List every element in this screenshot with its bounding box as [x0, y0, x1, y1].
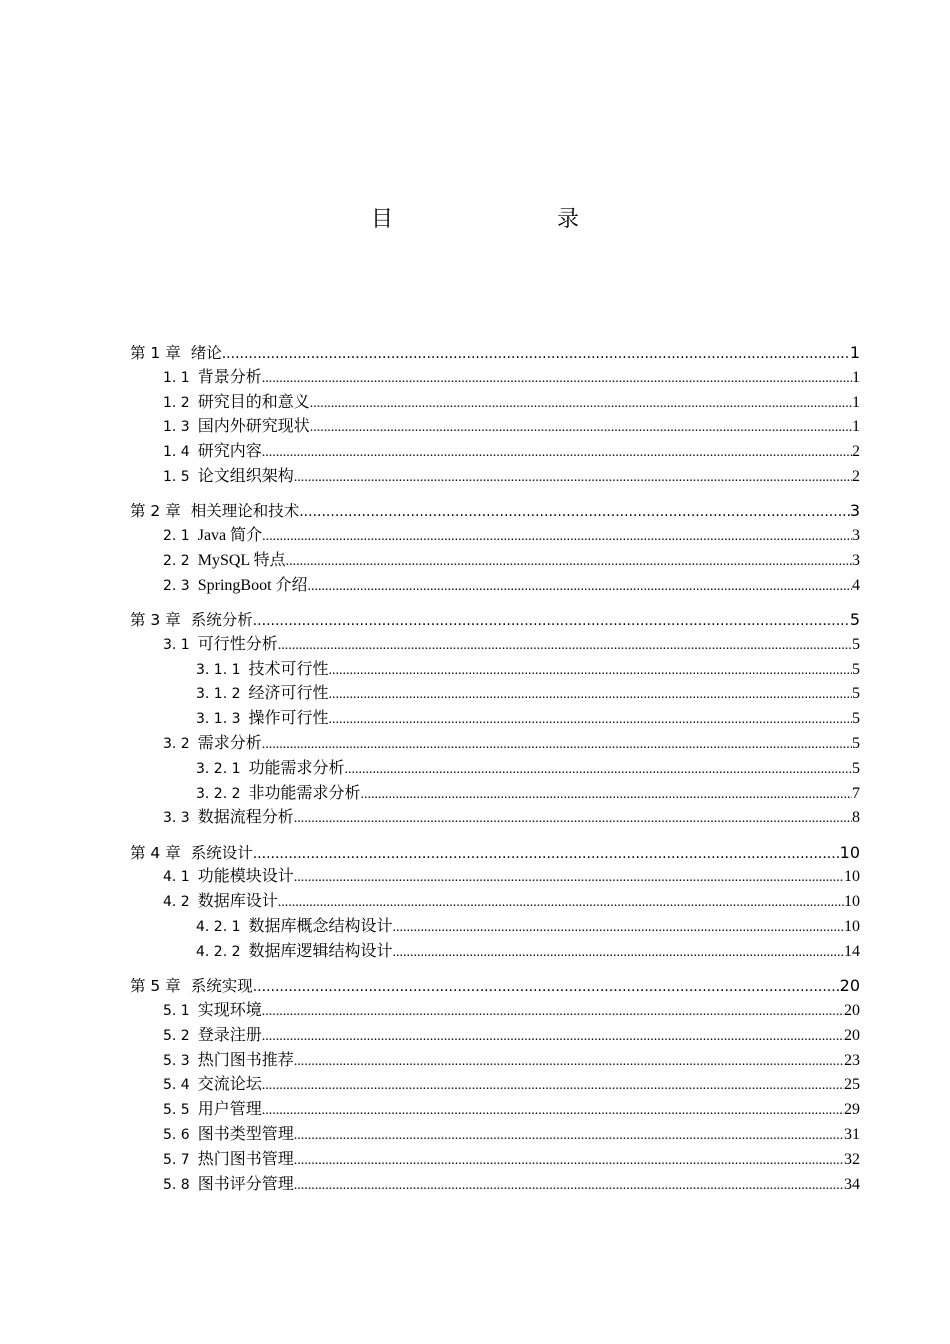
toc-page-number: 10 — [844, 893, 860, 911]
toc-entry-number: 第 3 章 — [130, 610, 181, 629]
toc-chapter-entry[interactable] — [130, 341, 860, 366]
toc-page-number: 5 — [852, 660, 860, 678]
toc-entry-number: 3. 2. 2 — [196, 785, 241, 802]
toc-section-entry[interactable] — [130, 1049, 860, 1074]
toc-leader-dots — [294, 1050, 844, 1075]
toc-page-number: 5 — [852, 734, 860, 752]
toc-entry-number: 1. 1 — [163, 369, 190, 386]
toc-entry-number: 第 1 章 — [130, 344, 181, 362]
toc-leader-dots — [253, 609, 850, 634]
toc-leader-dots — [286, 550, 852, 575]
toc-subsection-entry[interactable] — [130, 707, 860, 732]
toc-page-number: 1 — [852, 418, 860, 436]
toc-entry-label: 图书类型管理 — [197, 1125, 294, 1143]
toc-section-entry[interactable] — [130, 732, 860, 757]
toc-leader-dots — [299, 500, 850, 525]
toc-entry-label: 研究内容 — [197, 443, 262, 461]
toc-entry-label: 数据流程分析 — [197, 809, 294, 827]
toc-section-entry[interactable] — [130, 549, 860, 574]
toc-page-number: 2 — [852, 467, 860, 485]
toc-leader-dots — [262, 1074, 844, 1099]
toc-section-entry[interactable] — [130, 366, 860, 391]
toc-entry-number: 1. 5 — [163, 468, 190, 485]
toc-leader-dots — [262, 1000, 844, 1025]
toc-section-entry[interactable] — [130, 465, 860, 490]
toc-entry-number: 5. 3 — [163, 1052, 190, 1069]
toc-subsection-entry[interactable] — [130, 940, 860, 965]
toc-subsection-entry[interactable] — [130, 757, 860, 782]
toc-entry-label: 系统分析 — [190, 610, 253, 629]
toc-page-number: 23 — [844, 1051, 860, 1069]
toc-leader-dots — [278, 634, 852, 659]
toc-page-number: 5 — [852, 685, 860, 703]
toc-entry-label: 实现环境 — [197, 1001, 262, 1019]
toc-leader-dots — [308, 575, 852, 600]
toc-entry-number: 5. 1 — [163, 1002, 190, 1019]
toc-entry-label: 操作可行性 — [248, 710, 329, 728]
toc-leader-dots — [294, 1174, 844, 1199]
toc-entry-number: 2. 3 — [163, 577, 190, 594]
toc-page-number: 8 — [852, 809, 860, 827]
toc-page-number: 1 — [852, 393, 860, 411]
toc-page-number: 20 — [839, 976, 860, 996]
toc-entry-label: 相关理论和技术 — [190, 502, 300, 521]
toc-page-number: 3 — [849, 501, 860, 521]
toc-page-number: 3 — [852, 551, 860, 569]
toc-chapter-entry[interactable] — [130, 841, 860, 866]
toc-entry-number: 5. 6 — [163, 1126, 190, 1143]
toc-entry-label: 背景分析 — [197, 368, 262, 386]
toc-entry-label: 可行性分析 — [197, 635, 278, 653]
toc-leader-dots — [262, 441, 852, 466]
toc-entry-number: 5. 8 — [163, 1176, 190, 1193]
toc-leader-dots — [262, 1025, 844, 1050]
toc-page-number: 34 — [844, 1175, 860, 1193]
toc-page-number: 7 — [852, 784, 860, 802]
toc-leader-dots — [253, 975, 840, 1000]
toc-page-number: 29 — [844, 1101, 860, 1119]
toc-entry-label: 需求分析 — [197, 734, 262, 752]
toc-entry-number: 1. 2 — [163, 394, 190, 411]
toc-entry-label: MySQL 特点 — [197, 551, 286, 569]
toc-entry-number: 3. 1. 3 — [196, 711, 241, 728]
toc-page-number: 1 — [849, 343, 860, 362]
toc-entry-number: 3. 3 — [163, 810, 190, 827]
toc-entry-label: 用户管理 — [197, 1101, 262, 1119]
toc-page-number: 14 — [844, 942, 860, 960]
toc-leader-dots — [310, 416, 852, 441]
toc-entry-label: 数据库逻辑结构设计 — [248, 942, 393, 960]
toc-page-number: 4 — [852, 576, 860, 594]
toc-entry-label: 登录注册 — [197, 1026, 262, 1044]
toc-entry-number: 3. 2 — [163, 735, 190, 752]
toc-entry-label: 研究目的和意义 — [197, 393, 310, 411]
toc-page-number: 5 — [852, 710, 860, 728]
toc-entry-label: 图书评分管理 — [197, 1175, 294, 1193]
toc-leader-dots — [329, 659, 852, 684]
table-of-contents — [130, 341, 860, 1197]
toc-entry-label: 数据库设计 — [197, 893, 278, 911]
toc-section-entry[interactable] — [130, 574, 860, 599]
toc-chapter-entry[interactable] — [130, 974, 860, 999]
toc-entry-number: 1. 4 — [163, 444, 190, 461]
toc-entry-label: 非功能需求分析 — [248, 784, 361, 802]
toc-leader-dots — [393, 941, 844, 966]
toc-page-number: 2 — [852, 443, 860, 461]
toc-leader-dots — [262, 367, 852, 392]
toc-entry-label: 热门图书推荐 — [197, 1051, 294, 1069]
toc-entry-label: 论文组织架构 — [197, 467, 294, 485]
toc-entry-number: 5. 7 — [163, 1151, 190, 1168]
toc-entry-number: 第 4 章 — [130, 843, 181, 862]
toc-section-entry[interactable] — [130, 865, 860, 890]
toc-leader-dots — [294, 866, 844, 891]
toc-section-entry[interactable] — [130, 415, 860, 440]
page-title: 目 录 — [370, 207, 619, 232]
toc-page-number: 5 — [852, 635, 860, 653]
toc-leader-dots — [262, 525, 852, 550]
toc-entry-number: 3. 1. 2 — [196, 686, 241, 703]
toc-entry-label: 绪论 — [190, 344, 222, 362]
toc-leader-dots — [253, 842, 840, 867]
toc-entry-label: 技术可行性 — [248, 660, 329, 678]
toc-entry-label: 经济可行性 — [248, 685, 329, 703]
toc-leader-dots — [222, 342, 850, 367]
toc-entry-label: 系统设计 — [190, 843, 253, 862]
toc-section-entry[interactable] — [130, 633, 860, 658]
toc-leader-dots — [262, 1099, 844, 1124]
toc-leader-dots — [393, 916, 844, 941]
toc-entry-label: SpringBoot 介绍 — [197, 576, 308, 594]
toc-entry-number: 2. 1 — [163, 528, 190, 545]
toc-section-entry[interactable] — [130, 890, 860, 915]
toc-entry-label: 功能需求分析 — [248, 759, 345, 777]
toc-subsection-entry[interactable] — [130, 658, 860, 683]
toc-leader-dots — [329, 708, 852, 733]
toc-entry-number: 3. 1. 1 — [196, 661, 241, 678]
toc-page-number: 20 — [844, 1001, 860, 1019]
toc-leader-dots — [294, 1149, 844, 1174]
toc-entry-number: 4. 2. 2 — [196, 943, 241, 960]
toc-section-entry[interactable] — [130, 999, 860, 1024]
toc-section-entry[interactable] — [130, 1024, 860, 1049]
toc-page-number: 10 — [844, 918, 860, 936]
toc-page-number: 31 — [844, 1125, 860, 1143]
toc-leader-dots — [294, 466, 852, 491]
toc-entry-number: 3. 2. 1 — [196, 760, 241, 777]
toc-entry-number: 第 5 章 — [130, 977, 181, 996]
toc-section-entry[interactable] — [130, 1123, 860, 1148]
toc-leader-dots — [294, 807, 852, 832]
toc-chapter-entry[interactable] — [130, 499, 860, 524]
toc-entry-number: 3. 1 — [163, 636, 190, 653]
toc-leader-dots — [329, 683, 852, 708]
toc-entry-number: 4. 2. 1 — [196, 919, 241, 936]
toc-entry-label: 功能模块设计 — [197, 868, 294, 886]
toc-page-number: 20 — [844, 1026, 860, 1044]
toc-entry-label: Java 简介 — [197, 527, 263, 545]
toc-leader-dots — [294, 1124, 844, 1149]
toc-section-entry[interactable] — [130, 1098, 860, 1123]
toc-leader-dots — [345, 758, 852, 783]
toc-page-number: 25 — [844, 1076, 860, 1094]
toc-entry-number: 5. 5 — [163, 1102, 190, 1119]
toc-entry-number: 2. 2 — [163, 552, 190, 569]
toc-section-entry[interactable] — [130, 440, 860, 465]
toc-entry-number: 4. 1 — [163, 869, 190, 886]
toc-entry-number: 5. 4 — [163, 1077, 190, 1094]
toc-leader-dots — [262, 733, 852, 758]
toc-leader-dots — [278, 891, 844, 916]
toc-entry-number: 4. 2 — [163, 894, 190, 911]
toc-entry-label: 系统实现 — [190, 977, 253, 996]
toc-entry-number: 1. 3 — [163, 419, 190, 436]
toc-section-entry[interactable] — [130, 1173, 860, 1198]
toc-leader-dots — [310, 392, 852, 417]
toc-subsection-entry[interactable] — [130, 915, 860, 940]
toc-leader-dots — [361, 783, 852, 808]
toc-section-entry[interactable] — [130, 806, 860, 831]
toc-subsection-entry[interactable] — [130, 682, 860, 707]
toc-entry-label: 热门图书管理 — [197, 1150, 294, 1168]
toc-section-entry[interactable] — [130, 524, 860, 549]
toc-entry-label: 数据库概念结构设计 — [248, 918, 393, 936]
toc-page-number: 32 — [844, 1150, 860, 1168]
toc-page-number: 3 — [852, 527, 860, 545]
toc-entry-label: 交流论坛 — [197, 1076, 262, 1094]
toc-page-number: 10 — [839, 842, 860, 862]
toc-page-number: 1 — [852, 368, 860, 386]
toc-page-number: 5 — [849, 609, 860, 629]
toc-section-entry[interactable] — [130, 1148, 860, 1173]
toc-chapter-entry[interactable] — [130, 608, 860, 633]
toc-entry-label: 国内外研究现状 — [197, 418, 310, 436]
toc-section-entry[interactable] — [130, 1073, 860, 1098]
toc-section-entry[interactable] — [130, 391, 860, 416]
toc-subsection-entry[interactable] — [130, 782, 860, 807]
toc-page-number: 5 — [852, 759, 860, 777]
toc-entry-number: 第 2 章 — [130, 502, 181, 521]
toc-entry-number: 5. 2 — [163, 1027, 190, 1044]
toc-page-number: 10 — [844, 868, 860, 886]
